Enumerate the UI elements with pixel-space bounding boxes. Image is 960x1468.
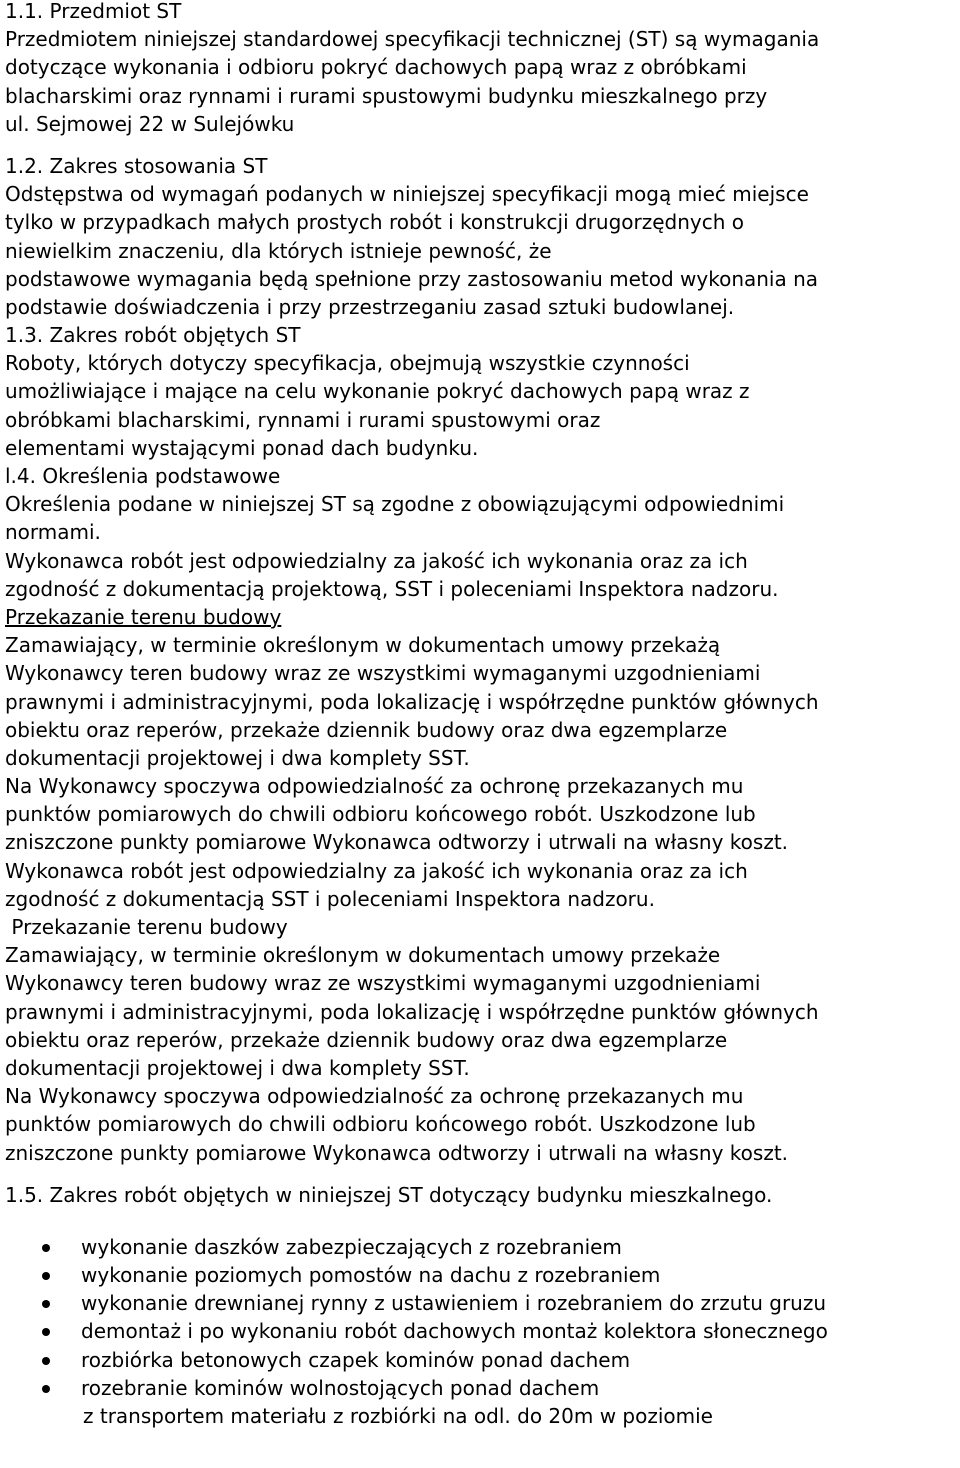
- text-line: zniszczone punkty pomiarowe Wykonawca odtworzy i utrwali na własny koszt.: [5, 1140, 789, 1165]
- section-heading: 1.3. Zakres robót objętych ST: [5, 323, 301, 348]
- text-line: dotyczące wykonania i odbioru pokryć dachowych papą wraz z obróbkami: [5, 55, 747, 80]
- text-line: zgodność z dokumentacją SST i poleceniami Inspektora nadzoru.: [5, 886, 655, 911]
- section-1-2-to-1-4: [5, 152, 960, 603]
- bullet-continuation: z transportem materiału z rozbiórki na odl. do 20m w poziomie: [83, 1404, 713, 1428]
- bullet-icon: [42, 1272, 50, 1280]
- list-item: rozbiórka betonowych czapek kominów ponad dachem: [5, 1346, 960, 1374]
- section-heading: 1.2. Zakres stosowania ST: [5, 153, 268, 178]
- bullet-icon: [42, 1244, 50, 1252]
- document-page: [5, 0, 960, 1430]
- text-line: punktów pomiarowych do chwili odbioru końcowego robót. Uszkodzone lub: [5, 802, 756, 827]
- text-line: Na Wykonawcy spoczywa odpowiedzialność za ochronę przekazanych mu: [5, 1084, 744, 1109]
- section-heading: l.4. Określenia podstawowe: [5, 464, 281, 488]
- text-line: tylko w przypadkach małych prostych robót i konstrukcji drugorzędnych o: [5, 210, 745, 235]
- text-line: Roboty, których dotyczy specyfikacja, obejmują wszystkie czynności: [5, 351, 690, 376]
- text-line: zgodność z dokumentacją projektową, SST i poleceniami Inspektora nadzoru.: [5, 576, 779, 601]
- bullet-icon: [42, 1328, 50, 1336]
- list-item: demontaż i po wykonaniu robót dachowych montaż kolektora słonecznego: [5, 1317, 960, 1345]
- text-line: dokumentacji projektowej i dwa komplety SST.: [5, 1055, 470, 1080]
- text-line: prawnymi i administracyjnymi, poda lokalizację i współrzędne punktów głównych: [5, 999, 819, 1024]
- text-line: obróbkami blacharskimi, rynnami i rurami spustowymi oraz: [5, 407, 601, 432]
- list-item: wykonanie poziomych pomostów na dachu z rozebraniem: [5, 1261, 960, 1289]
- text-line: obiektu oraz reperów, przekaże dziennik budowy oraz dwa egzemplarze: [5, 1027, 728, 1052]
- text-line: Zamawiający, w terminie określonym w dokumentach umowy przekaże: [5, 943, 721, 968]
- bullet-icon: [42, 1385, 50, 1393]
- section-heading: Przekazanie terenu budowy: [5, 915, 288, 939]
- text-line: podstawowe wymagania będą spełnione przy zastosowaniu metod wykonania na: [5, 266, 819, 291]
- text-line: Wykonawcy teren budowy wraz ze wszystkimi wymaganymi uzgodnieniami: [5, 661, 761, 686]
- text-line: prawnymi i administracyjnymi, poda lokalizację i współrzędne punktów głównych: [5, 689, 819, 714]
- text-line: Zamawiający, w terminie określonym w dokumentach umowy przekażą: [5, 633, 721, 658]
- text-line: Wykonawcy teren budowy wraz ze wszystkimi wymaganymi uzgodnieniami: [5, 971, 761, 996]
- text-line: podstawie doświadczenia i przy przestrzeganiu zasad sztuki budowlanej.: [5, 294, 735, 319]
- section-1-1: [5, 0, 960, 138]
- text-line: elementami wystającymi ponad dach budynku.: [5, 435, 479, 460]
- bullet-icon: [42, 1300, 50, 1308]
- text-line: ul. Sejmowej 22 w Sulejówku: [5, 111, 295, 136]
- text-line: umożliwiające i mające na celu wykonanie pokryć dachowych papą wraz z: [5, 379, 750, 404]
- site-handover-section: [5, 631, 960, 1167]
- list-item: wykonanie daszków zabezpieczających z rozebraniem: [5, 1233, 960, 1261]
- text-line: dokumentacji projektowej i dwa komplety SST.: [5, 745, 470, 770]
- text-line: obiektu oraz reperów, przekaże dziennik budowy oraz dwa egzemplarze: [5, 717, 728, 742]
- section-heading-1-5: 1.5. Zakres robót objętych w niniejszej ST dotyczący budynku mieszkalnego.: [5, 1182, 773, 1207]
- section-heading: 1.1. Przedmiot ST: [5, 0, 182, 23]
- text-line: blacharskimi oraz rynnami i rurami spustowymi budynku mieszkalnego przy: [5, 83, 768, 108]
- text-line: Przedmiotem niniejszej standardowej specyfikacji technicznej (ST) są wymagania: [5, 27, 820, 52]
- scope-bullet-list: [5, 1233, 960, 1402]
- bullet-icon: [42, 1357, 50, 1365]
- text-line: punktów pomiarowych do chwili odbioru końcowego robót. Uszkodzone lub: [5, 1112, 756, 1137]
- list-item: wykonanie drewnianej rynny z ustawieniem i rozebraniem do zrzutu gruzu: [5, 1289, 960, 1317]
- text-line: normami.: [5, 520, 101, 545]
- text-line: zniszczone punkty pomiarowe Wykonawca odtworzy i utrwali na własny koszt.: [5, 830, 789, 855]
- text-line: Określenia podane w niniejszej ST są zgodne z obowiązującymi odpowiednimi: [5, 492, 785, 517]
- list-item: rozebranie kominów wolnostojących ponad dachem: [5, 1374, 960, 1402]
- text-line: Odstępstwa od wymagań podanych w niniejszej specyfikacji mogą mieć miejsce: [5, 182, 809, 207]
- text-line: niewielkim znaczeniu, dla których istnieje pewność, że: [5, 238, 552, 263]
- text-line: Wykonawca robót jest odpowiedzialny za jakość ich wykonania oraz za ich: [5, 858, 748, 883]
- text-line: Na Wykonawcy spoczywa odpowiedzialność za ochronę przekazanych mu: [5, 774, 744, 799]
- text-line: Wykonawca robót jest odpowiedzialny za jakość ich wykonania oraz za ich: [5, 548, 748, 573]
- underlined-heading: Przekazanie terenu budowy: [5, 604, 282, 629]
